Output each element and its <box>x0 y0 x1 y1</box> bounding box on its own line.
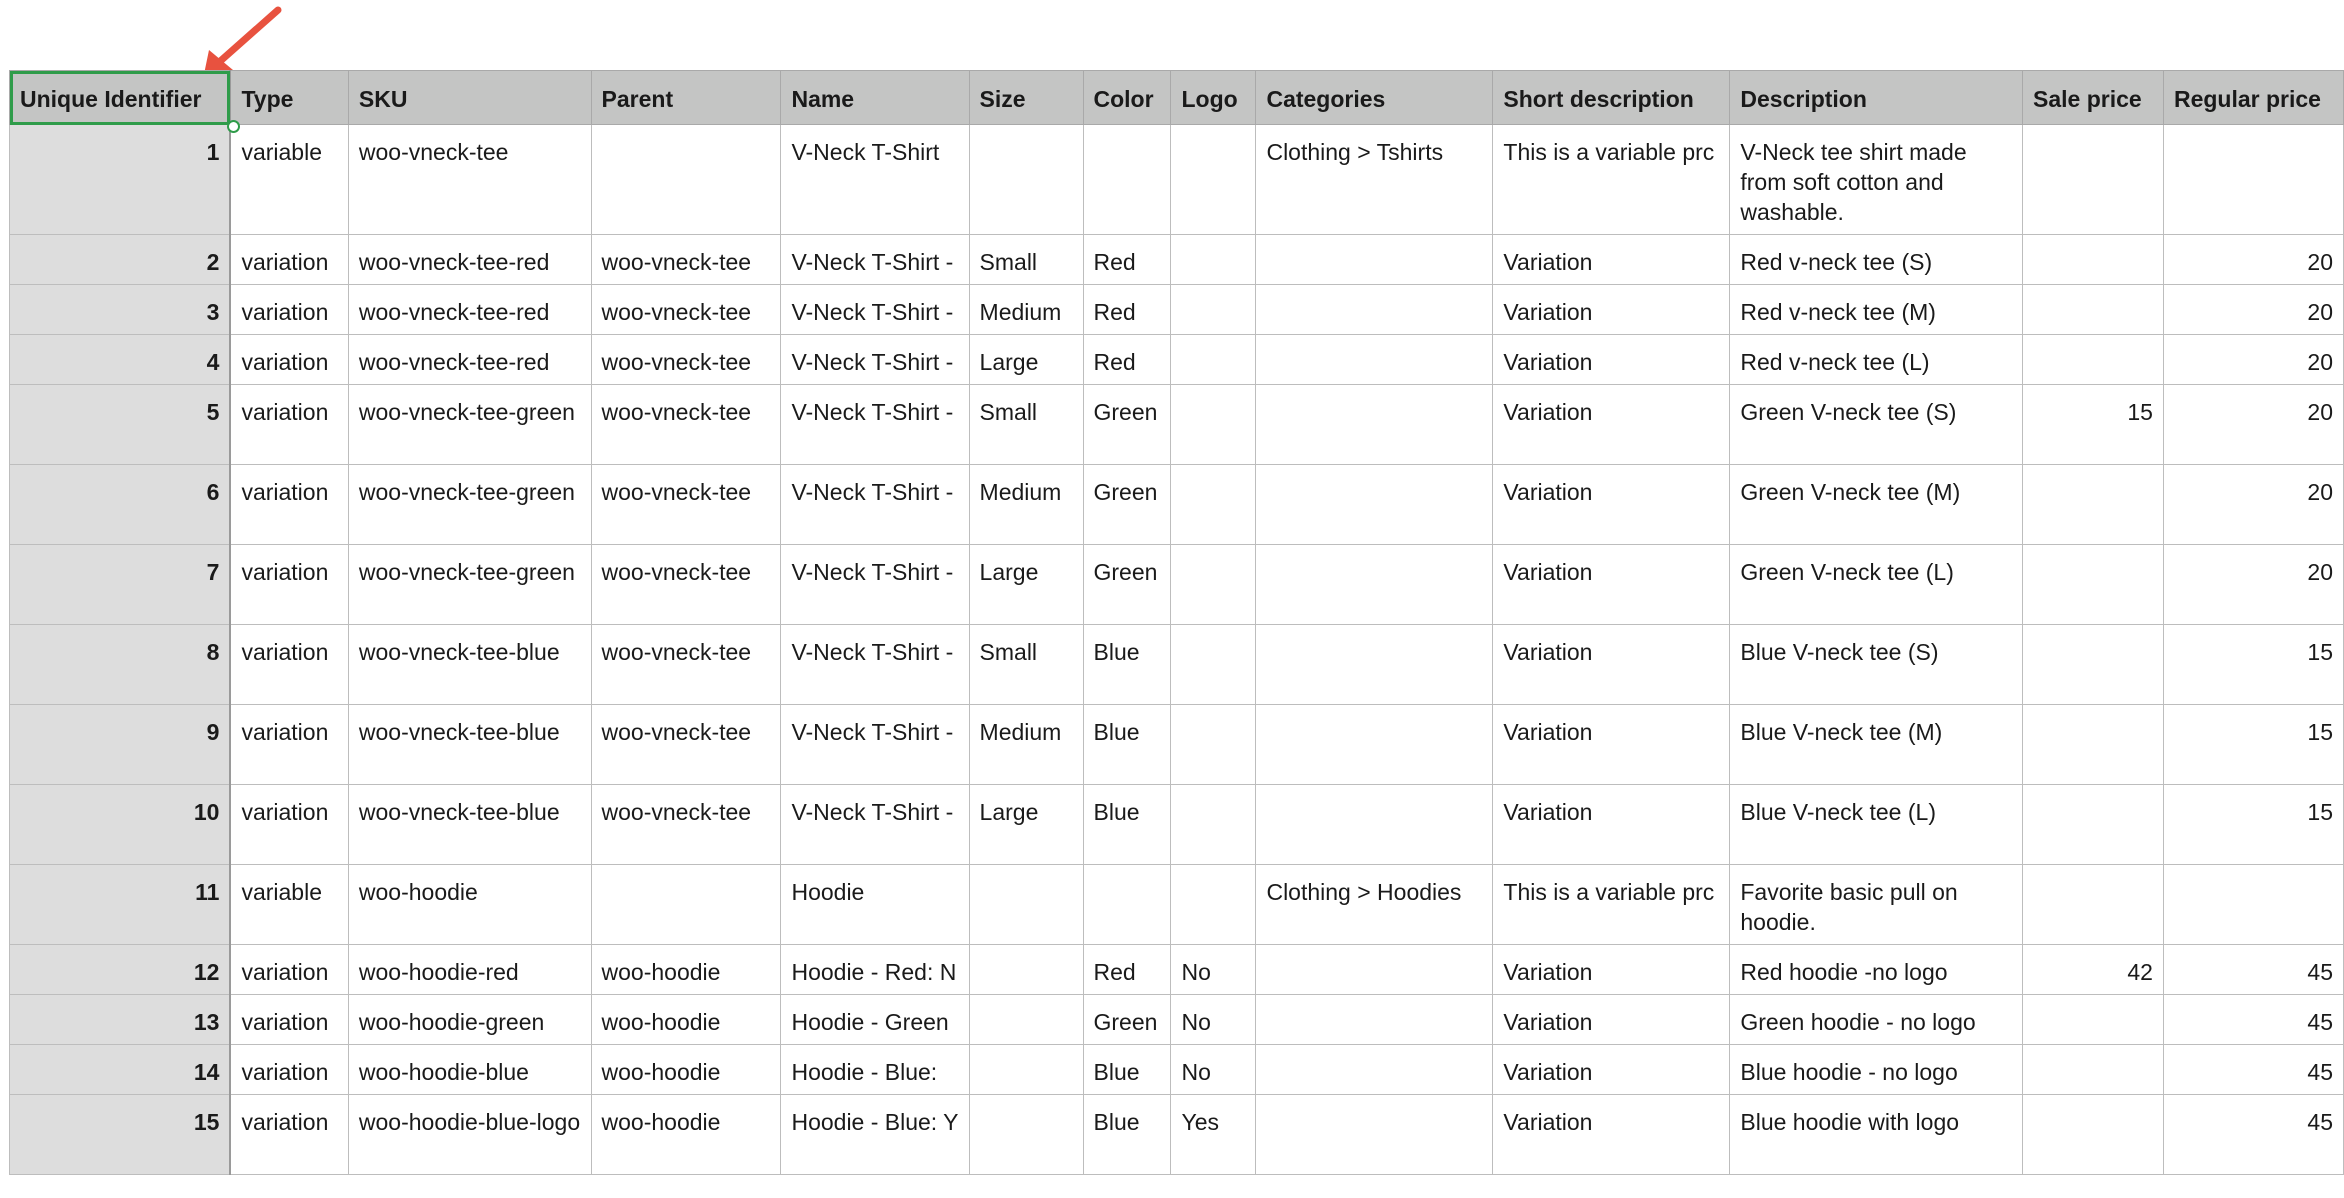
cell-description[interactable]: Red v-neck tee (M) <box>1730 285 2023 335</box>
cell-name[interactable]: V-Neck T-Shirt - <box>781 705 969 785</box>
cell-short-description[interactable]: Variation <box>1493 995 1730 1045</box>
cell-sale-price[interactable]: 42 <box>2022 945 2163 995</box>
cell-parent[interactable]: woo-vneck-tee <box>591 465 781 545</box>
cell-sku[interactable]: woo-vneck-tee-red <box>348 335 591 385</box>
cell-parent[interactable]: woo-vneck-tee <box>591 335 781 385</box>
cell-short-description[interactable]: Variation <box>1493 545 1730 625</box>
cell-color[interactable]: Blue <box>1083 785 1171 865</box>
cell-short-description[interactable]: Variation <box>1493 285 1730 335</box>
cell-sale-price[interactable] <box>2022 335 2163 385</box>
cell-type[interactable]: variation <box>230 995 348 1045</box>
cell-name[interactable]: V-Neck T-Shirt - <box>781 285 969 335</box>
cell-size[interactable] <box>969 1095 1083 1175</box>
table-row <box>10 335 2344 385</box>
cell-description[interactable]: Blue V-neck tee (M) <box>1730 705 2023 785</box>
table-row <box>10 465 2344 545</box>
column-header-unique-identifier[interactable]: Unique Identifier <box>10 71 231 125</box>
cell-name[interactable]: V-Neck T-Shirt - <box>781 625 969 705</box>
cell-regular-price[interactable] <box>2163 865 2343 945</box>
cell-name[interactable]: V-Neck T-Shirt - <box>781 465 969 545</box>
cell-logo[interactable] <box>1171 285 1256 335</box>
cell-description[interactable]: Green V-neck tee (S) <box>1730 385 2023 465</box>
cell-short-description[interactable]: Variation <box>1493 385 1730 465</box>
cell-parent[interactable]: woo-hoodie <box>591 995 781 1045</box>
cell-categories[interactable] <box>1256 785 1493 865</box>
cell-unique-identifier[interactable]: 15 <box>10 1095 231 1175</box>
cell-color[interactable]: Blue <box>1083 1095 1171 1175</box>
cell-name[interactable]: Hoodie <box>781 865 969 945</box>
cell-short-description[interactable]: Variation <box>1493 335 1730 385</box>
cell-logo[interactable]: No <box>1171 1045 1256 1095</box>
cell-type[interactable]: variation <box>230 785 348 865</box>
column-header-short-description[interactable]: Short description <box>1493 71 1730 125</box>
cell-logo[interactable] <box>1171 385 1256 465</box>
cell-sku[interactable]: woo-vneck-tee <box>348 125 591 235</box>
table-row <box>10 625 2344 705</box>
cell-type[interactable]: variation <box>230 235 348 285</box>
cell-sku[interactable]: woo-hoodie-blue-logo <box>348 1095 591 1175</box>
cell-size[interactable] <box>969 995 1083 1045</box>
column-header-name[interactable]: Name <box>781 71 969 125</box>
cell-parent[interactable]: woo-vneck-tee <box>591 625 781 705</box>
cell-regular-price[interactable]: 20 <box>2163 385 2343 465</box>
cell-parent[interactable]: woo-vneck-tee <box>591 785 781 865</box>
cell-categories[interactable] <box>1256 285 1493 335</box>
cell-size[interactable]: Medium <box>969 465 1083 545</box>
cell-regular-price[interactable]: 15 <box>2163 785 2343 865</box>
cell-type[interactable]: variation <box>230 945 348 995</box>
cell-regular-price[interactable]: 45 <box>2163 995 2343 1045</box>
cell-description[interactable]: Blue V-neck tee (L) <box>1730 785 2023 865</box>
cell-sale-price[interactable] <box>2022 865 2163 945</box>
cell-unique-identifier[interactable]: 10 <box>10 785 231 865</box>
cell-description[interactable]: Blue hoodie with logo <box>1730 1095 2023 1175</box>
cell-logo[interactable] <box>1171 465 1256 545</box>
cell-sku[interactable]: woo-vneck-tee-green <box>348 545 591 625</box>
cell-sale-price[interactable]: 15 <box>2022 385 2163 465</box>
cell-unique-identifier[interactable]: 6 <box>10 465 231 545</box>
cell-size[interactable]: Large <box>969 545 1083 625</box>
cell-color[interactable]: Red <box>1083 945 1171 995</box>
spreadsheet-table <box>9 70 2344 1175</box>
cell-categories[interactable]: Clothing > Hoodies <box>1256 865 1493 945</box>
cell-sku[interactable]: woo-hoodie-green <box>348 995 591 1045</box>
cell-logo[interactable]: No <box>1171 995 1256 1045</box>
cell-categories[interactable] <box>1256 705 1493 785</box>
cell-name[interactable]: Hoodie - Blue: Y <box>781 1095 969 1175</box>
cell-unique-identifier[interactable]: 4 <box>10 335 231 385</box>
cell-type[interactable]: variable <box>230 125 348 235</box>
column-header-sale-price[interactable]: Sale price <box>2022 71 2163 125</box>
cell-name[interactable]: V-Neck T-Shirt <box>781 125 969 235</box>
cell-sale-price[interactable] <box>2022 465 2163 545</box>
table-row <box>10 385 2344 465</box>
cell-categories[interactable] <box>1256 625 1493 705</box>
cell-parent[interactable] <box>591 865 781 945</box>
cell-type[interactable]: variation <box>230 545 348 625</box>
cell-sale-price[interactable] <box>2022 125 2163 235</box>
cell-unique-identifier[interactable]: 7 <box>10 545 231 625</box>
cell-name[interactable]: V-Neck T-Shirt - <box>781 545 969 625</box>
cell-description[interactable]: Red v-neck tee (S) <box>1730 235 2023 285</box>
cell-logo[interactable]: Yes <box>1171 1095 1256 1175</box>
cell-name[interactable]: V-Neck T-Shirt - <box>781 385 969 465</box>
cell-size[interactable]: Large <box>969 785 1083 865</box>
cell-type[interactable]: variation <box>230 1095 348 1175</box>
column-header-logo[interactable]: Logo <box>1171 71 1256 125</box>
cell-color[interactable] <box>1083 125 1171 235</box>
cell-regular-price[interactable]: 20 <box>2163 545 2343 625</box>
cell-categories[interactable] <box>1256 465 1493 545</box>
cell-short-description[interactable]: Variation <box>1493 1045 1730 1095</box>
cell-categories[interactable] <box>1256 1045 1493 1095</box>
cell-parent[interactable]: woo-vneck-tee <box>591 285 781 335</box>
cell-categories[interactable]: Clothing > Tshirts <box>1256 125 1493 235</box>
cell-regular-price[interactable]: 20 <box>2163 235 2343 285</box>
column-header-sku[interactable]: SKU <box>348 71 591 125</box>
cell-short-description[interactable]: Variation <box>1493 945 1730 995</box>
column-header-regular-price[interactable]: Regular price <box>2163 71 2343 125</box>
cell-sale-price[interactable] <box>2022 235 2163 285</box>
cell-unique-identifier[interactable]: 11 <box>10 865 231 945</box>
cell-parent[interactable]: woo-hoodie <box>591 1095 781 1175</box>
cell-short-description[interactable]: This is a variable prc <box>1493 125 1730 235</box>
cell-unique-identifier[interactable]: 2 <box>10 235 231 285</box>
cell-logo[interactable] <box>1171 865 1256 945</box>
table-row <box>10 995 2344 1045</box>
column-header-description[interactable]: Description <box>1730 71 2023 125</box>
cell-short-description[interactable]: Variation <box>1493 705 1730 785</box>
cell-description[interactable]: Green hoodie - no logo <box>1730 995 2023 1045</box>
cell-sku[interactable]: woo-hoodie <box>348 865 591 945</box>
column-header-categories[interactable]: Categories <box>1256 71 1493 125</box>
cell-description[interactable]: Green V-neck tee (M) <box>1730 465 2023 545</box>
table-row <box>10 705 2344 785</box>
table-row <box>10 945 2344 995</box>
cell-parent[interactable]: woo-vneck-tee <box>591 545 781 625</box>
cell-type[interactable]: variable <box>230 865 348 945</box>
cell-logo[interactable]: No <box>1171 945 1256 995</box>
cell-name[interactable]: Hoodie - Red: N <box>781 945 969 995</box>
cell-sku[interactable]: woo-vneck-tee-blue <box>348 785 591 865</box>
column-header-size[interactable]: Size <box>969 71 1083 125</box>
cell-color[interactable]: Green <box>1083 465 1171 545</box>
cell-description[interactable]: V-Neck tee shirt made from soft cotton and washable. <box>1730 125 2023 235</box>
cell-parent[interactable]: woo-hoodie <box>591 945 781 995</box>
cell-description[interactable]: Red hoodie -no logo <box>1730 945 2023 995</box>
cell-name[interactable]: V-Neck T-Shirt - <box>781 785 969 865</box>
cell-size[interactable]: Medium <box>969 705 1083 785</box>
cell-logo[interactable] <box>1171 335 1256 385</box>
cell-type[interactable]: variation <box>230 1045 348 1095</box>
cell-regular-price[interactable]: 45 <box>2163 945 2343 995</box>
table-row <box>10 1095 2344 1175</box>
cell-regular-price[interactable]: 20 <box>2163 335 2343 385</box>
cell-description[interactable]: Favorite basic pull on hoodie. <box>1730 865 2023 945</box>
cell-categories[interactable] <box>1256 1095 1493 1175</box>
cell-color[interactable] <box>1083 865 1171 945</box>
cell-size[interactable]: Medium <box>969 285 1083 335</box>
cell-regular-price[interactable]: 45 <box>2163 1045 2343 1095</box>
cell-color[interactable]: Red <box>1083 335 1171 385</box>
cell-size[interactable] <box>969 945 1083 995</box>
cell-sku[interactable]: woo-vneck-tee-blue <box>348 625 591 705</box>
cell-color[interactable]: Green <box>1083 545 1171 625</box>
cell-regular-price[interactable] <box>2163 125 2343 235</box>
cell-categories[interactable] <box>1256 335 1493 385</box>
cell-name[interactable]: Hoodie - Blue: <box>781 1045 969 1095</box>
column-header-color[interactable]: Color <box>1083 71 1171 125</box>
cell-sku[interactable]: woo-vneck-tee-blue <box>348 705 591 785</box>
header-row <box>10 71 2344 125</box>
cell-logo[interactable] <box>1171 785 1256 865</box>
cell-unique-identifier[interactable]: 12 <box>10 945 231 995</box>
cell-short-description[interactable]: Variation <box>1493 1095 1730 1175</box>
cell-sale-price[interactable] <box>2022 1045 2163 1095</box>
cell-regular-price[interactable]: 20 <box>2163 285 2343 335</box>
cell-sale-price[interactable] <box>2022 785 2163 865</box>
cell-sale-price[interactable] <box>2022 285 2163 335</box>
cell-unique-identifier[interactable]: 9 <box>10 705 231 785</box>
cell-logo[interactable] <box>1171 545 1256 625</box>
cell-color[interactable]: Blue <box>1083 1045 1171 1095</box>
cell-description[interactable]: Red v-neck tee (L) <box>1730 335 2023 385</box>
cell-sale-price[interactable] <box>2022 705 2163 785</box>
table-row <box>10 1045 2344 1095</box>
cell-categories[interactable] <box>1256 545 1493 625</box>
cell-color[interactable]: Blue <box>1083 625 1171 705</box>
cell-size[interactable]: Large <box>969 335 1083 385</box>
cell-sale-price[interactable] <box>2022 995 2163 1045</box>
cell-parent[interactable]: woo-hoodie <box>591 1045 781 1095</box>
cell-regular-price[interactable]: 15 <box>2163 705 2343 785</box>
cell-type[interactable]: variation <box>230 705 348 785</box>
cell-color[interactable]: Red <box>1083 235 1171 285</box>
cell-sku[interactable]: woo-hoodie-red <box>348 945 591 995</box>
cell-short-description[interactable]: Variation <box>1493 625 1730 705</box>
cell-short-description[interactable]: This is a variable prc <box>1493 865 1730 945</box>
cell-parent[interactable]: woo-vneck-tee <box>591 235 781 285</box>
cell-color[interactable]: Blue <box>1083 705 1171 785</box>
cell-parent[interactable] <box>591 125 781 235</box>
table-row <box>10 235 2344 285</box>
cell-logo[interactable] <box>1171 125 1256 235</box>
cell-sale-price[interactable] <box>2022 625 2163 705</box>
cell-name[interactable]: V-Neck T-Shirt - <box>781 235 969 285</box>
cell-parent[interactable]: woo-vneck-tee <box>591 705 781 785</box>
cell-unique-identifier[interactable]: 1 <box>10 125 231 235</box>
cell-sku[interactable]: woo-vneck-tee-red <box>348 285 591 335</box>
cell-description[interactable]: Blue V-neck tee (S) <box>1730 625 2023 705</box>
cell-sku[interactable]: woo-vneck-tee-green <box>348 385 591 465</box>
cell-type[interactable]: variation <box>230 385 348 465</box>
column-header-type[interactable]: Type <box>230 71 348 125</box>
table-row <box>10 865 2344 945</box>
cell-regular-price[interactable]: 20 <box>2163 465 2343 545</box>
cell-regular-price[interactable]: 45 <box>2163 1095 2343 1175</box>
cell-unique-identifier[interactable]: 3 <box>10 285 231 335</box>
cell-sku[interactable]: woo-hoodie-blue <box>348 1045 591 1095</box>
cell-type[interactable]: variation <box>230 285 348 335</box>
table-row <box>10 125 2344 235</box>
cell-sku[interactable]: woo-vneck-tee-green <box>348 465 591 545</box>
cell-regular-price[interactable]: 15 <box>2163 625 2343 705</box>
cell-unique-identifier[interactable]: 8 <box>10 625 231 705</box>
table-row <box>10 285 2344 335</box>
cell-unique-identifier[interactable]: 14 <box>10 1045 231 1095</box>
cell-short-description[interactable]: Variation <box>1493 235 1730 285</box>
cell-parent[interactable]: woo-vneck-tee <box>591 385 781 465</box>
cell-description[interactable]: Green V-neck tee (L) <box>1730 545 2023 625</box>
cell-size[interactable] <box>969 865 1083 945</box>
cell-categories[interactable] <box>1256 995 1493 1045</box>
cell-unique-identifier[interactable]: 5 <box>10 385 231 465</box>
cell-type[interactable]: variation <box>230 625 348 705</box>
cell-sale-price[interactable] <box>2022 1095 2163 1175</box>
table-row <box>10 545 2344 625</box>
cell-logo[interactable] <box>1171 625 1256 705</box>
cell-sale-price[interactable] <box>2022 545 2163 625</box>
column-header-parent[interactable]: Parent <box>591 71 781 125</box>
cell-categories[interactable] <box>1256 945 1493 995</box>
cell-logo[interactable] <box>1171 235 1256 285</box>
cell-size[interactable] <box>969 1045 1083 1095</box>
cell-short-description[interactable]: Variation <box>1493 465 1730 545</box>
cell-categories[interactable] <box>1256 385 1493 465</box>
cell-size[interactable]: Small <box>969 385 1083 465</box>
cell-short-description[interactable]: Variation <box>1493 785 1730 865</box>
cell-size[interactable]: Small <box>969 235 1083 285</box>
cell-color[interactable]: Green <box>1083 385 1171 465</box>
cell-type[interactable]: variation <box>230 465 348 545</box>
cell-color[interactable]: Red <box>1083 285 1171 335</box>
cell-unique-identifier[interactable]: 13 <box>10 995 231 1045</box>
cell-name[interactable]: Hoodie - Green <box>781 995 969 1045</box>
cell-type[interactable]: variation <box>230 335 348 385</box>
cell-size[interactable] <box>969 125 1083 235</box>
cell-categories[interactable] <box>1256 235 1493 285</box>
cell-name[interactable]: V-Neck T-Shirt - <box>781 335 969 385</box>
cell-sku[interactable]: woo-vneck-tee-red <box>348 235 591 285</box>
cell-logo[interactable] <box>1171 705 1256 785</box>
cell-color[interactable]: Green <box>1083 995 1171 1045</box>
selection-fill-handle[interactable] <box>227 120 240 133</box>
table-row <box>10 785 2344 865</box>
cell-size[interactable]: Small <box>969 625 1083 705</box>
cell-description[interactable]: Blue hoodie - no logo <box>1730 1045 2023 1095</box>
